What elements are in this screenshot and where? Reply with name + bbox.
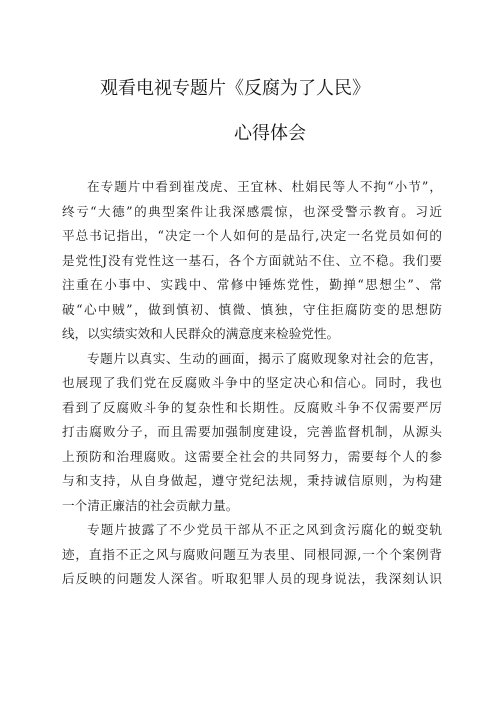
paragraph-2-line: 打击腐败分子，而且需要加强制度建设，完善监督机制，从源头 (62, 424, 442, 439)
paragraph-1-line: 是党性J没有党性这一基石，各个方面就站不住、立不稳。我们要 (62, 252, 442, 268)
paragraph-2-line: 一个清正廉洁的社会贡献力量。 (62, 497, 239, 513)
document-title: 观看电视专题片《反腐为了人民》 (100, 78, 370, 99)
paragraph-3-line: 后反映的问题发人深省。听取犯罪人员的现身说法，我深刻认识 (62, 571, 442, 586)
document-body (62, 175, 442, 592)
paragraph-1-line: 注重在小事中、实践中、常修中锤炼党性，勤掸“思想尘”、常 (62, 277, 442, 292)
paragraph-1-line: 平总书记指出，“决定一个人如何的是品行,决定一名党员如何的 (62, 228, 442, 243)
document-subtitle: 心得体会 (234, 123, 306, 144)
paragraph-2-line: 看到了反腐败斗争的复杂性和长期性。反腐败斗争不仅需要严厉 (62, 399, 442, 415)
paragraph-1-line: 破“心中贼”，做到慎初、慎微、慎独，守住拒腐防变的思想防 (62, 301, 442, 317)
paragraph-3-line: 迹，直指不正之风与腐败问题互为表里、同根同源,一个个案例背 (62, 546, 442, 562)
paragraph-3-line: 专题片披露了不少党员干部从不正之风到贪污腐化的蜕变轨 (87, 522, 442, 537)
paragraph-2-line: 上预防和治理腐败。这需要全社会的共同努力，需要每个人的参 (62, 448, 442, 464)
paragraph-1-line: 在专题片中看到崔茂虎、王宜林、杜娟民等人不拘“小节”， (87, 179, 442, 194)
paragraph-1-line: 线，以实绩实效和人民群众的满意度来检验党性。 (62, 326, 340, 341)
paragraph-1-line: 终亏“大德”的典型案件让我深感震惊，也深受警示教育。习近 (62, 203, 442, 219)
paragraph-2-line: 专题片以真实、生动的画面，揭示了腐败现象对社会的危害， (87, 350, 442, 366)
paragraph-2-line: 与和支持，从自身做起，遵守党纪法规，秉持诚信原则，为构建 (62, 473, 442, 488)
paragraph-2-line: 也展现了我们党在反腐败斗争中的坚定决心和信心。同时，我也 (62, 375, 442, 390)
